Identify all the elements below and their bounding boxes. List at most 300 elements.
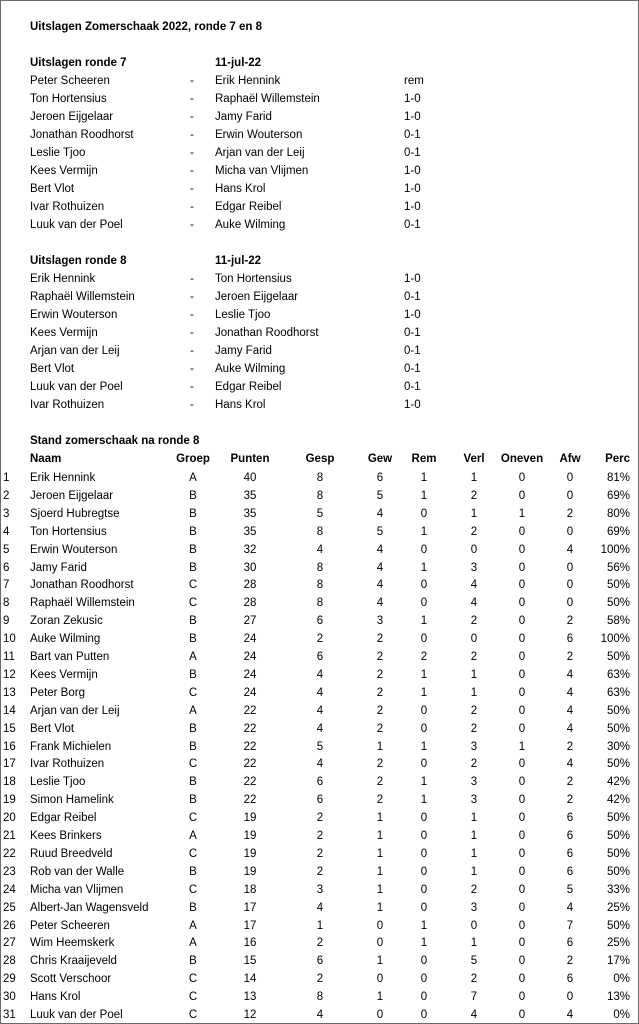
table-cell-groep: C — [188, 579, 198, 591]
table-cell-gesp: 5 — [316, 741, 324, 753]
table-cell-gew: 1 — [376, 991, 384, 1003]
table-cell-verl: 4 — [470, 579, 478, 591]
column-header-gesp: Gesp — [305, 453, 335, 465]
table-row-rank: 29 — [3, 973, 16, 985]
table-row-rank: 28 — [3, 955, 16, 967]
table-cell-verl: 3 — [470, 794, 478, 806]
table-cell-punten: 17 — [243, 902, 257, 914]
round7-game-white: Bert Vlot — [30, 183, 75, 195]
table-cell-gesp: 8 — [316, 562, 324, 574]
round8-game-separator: - — [190, 345, 194, 357]
table-cell-oneven: 0 — [518, 633, 526, 645]
round7-game-result: rem — [404, 75, 424, 87]
table-cell-gesp: 8 — [316, 490, 324, 502]
table-cell-gew: 1 — [376, 848, 384, 860]
table-cell-verl: 1 — [470, 848, 478, 860]
table-cell-afw: 4 — [566, 669, 574, 681]
table-cell-rem: 0 — [420, 848, 428, 860]
table-row-rank: 4 — [3, 526, 10, 538]
table-cell-afw: 2 — [566, 955, 574, 967]
table-cell-verl: 0 — [470, 920, 478, 932]
table-cell-verl: 2 — [470, 973, 478, 985]
round7-game-separator: - — [190, 147, 194, 159]
table-cell-gew: 2 — [376, 723, 384, 735]
table-cell-verl: 4 — [470, 597, 478, 609]
table-row-rank: 21 — [3, 830, 16, 842]
table-cell-perc: 13% — [606, 991, 630, 1003]
table-cell-gew: 2 — [376, 705, 384, 717]
table-cell-punten: 28 — [243, 597, 257, 609]
table-row-rank: 8 — [3, 597, 10, 609]
table-cell-rem: 1 — [420, 937, 428, 949]
table-cell-oneven: 0 — [518, 597, 526, 609]
table-cell-oneven: 0 — [518, 562, 526, 574]
table-cell-oneven: 0 — [518, 920, 526, 932]
table-cell-afw: 6 — [566, 830, 574, 842]
table-cell-verl: 2 — [470, 723, 478, 735]
table-cell-verl: 1 — [470, 687, 478, 699]
table-cell-rem: 0 — [420, 544, 428, 556]
table-cell-perc: 50% — [606, 866, 630, 878]
round7-game-result: 1-0 — [404, 183, 421, 195]
table-cell-punten: 24 — [243, 669, 257, 681]
table-cell-rem: 1 — [420, 687, 428, 699]
table-cell-naam: Simon Hamelink — [30, 794, 114, 806]
table-cell-perc: 58% — [606, 615, 630, 627]
round7-game-result: 1-0 — [404, 165, 421, 177]
table-cell-perc: 69% — [606, 526, 630, 538]
table-cell-rem: 0 — [420, 1009, 428, 1021]
table-cell-punten: 22 — [243, 741, 257, 753]
table-cell-rem: 0 — [420, 830, 428, 842]
table-cell-oneven: 0 — [518, 884, 526, 896]
table-cell-punten: 15 — [243, 955, 257, 967]
round8-game-separator: - — [190, 363, 194, 375]
table-cell-naam: Edgar Reibel — [30, 812, 97, 824]
table-cell-afw: 4 — [566, 544, 574, 556]
round7-game-result: 1-0 — [404, 93, 421, 105]
table-cell-gesp: 2 — [316, 812, 324, 824]
table-cell-afw: 0 — [566, 490, 574, 502]
round8-game-black: Ton Hortensius — [215, 273, 292, 285]
table-row-rank: 30 — [3, 991, 16, 1003]
table-cell-punten: 22 — [243, 723, 257, 735]
round8-game-black: Jeroen Eijgelaar — [215, 291, 299, 303]
table-cell-verl: 2 — [470, 615, 478, 627]
table-cell-naam: Erik Hennink — [30, 472, 96, 484]
table-cell-oneven: 0 — [518, 902, 526, 914]
table-cell-gesp: 4 — [316, 544, 324, 556]
table-cell-perc: 50% — [606, 651, 630, 663]
table-cell-gew: 4 — [376, 562, 384, 574]
round8-game-separator: - — [190, 399, 194, 411]
round8-game-separator: - — [190, 381, 194, 393]
round7-game-black: Erwin Wouterson — [215, 129, 303, 141]
table-cell-gesp: 8 — [316, 472, 324, 484]
round8-game-result: 0-1 — [404, 327, 421, 339]
table-cell-perc: 30% — [606, 741, 630, 753]
table-cell-rem: 1 — [420, 920, 428, 932]
table-cell-rem: 0 — [420, 991, 428, 1003]
table-cell-naam: Peter Scheeren — [30, 920, 110, 932]
table-cell-oneven: 0 — [518, 526, 526, 538]
round7-game-result: 1-0 — [404, 201, 421, 213]
table-cell-gesp: 2 — [316, 973, 324, 985]
table-cell-perc: 50% — [606, 848, 630, 860]
table-cell-groep: A — [189, 920, 197, 932]
round7-game-black: Arjan van der Leij — [215, 147, 305, 159]
table-cell-naam: Leslie Tjoo — [30, 776, 86, 788]
column-header-perc: Perc — [605, 453, 630, 465]
round8-game-black: Edgar Reibel — [215, 381, 282, 393]
table-cell-naam: Erwin Wouterson — [30, 544, 118, 556]
table-row-rank: 24 — [3, 884, 16, 896]
table-row-rank: 6 — [3, 562, 10, 574]
table-cell-groep: B — [189, 633, 197, 645]
table-cell-perc: 25% — [606, 937, 630, 949]
table-cell-oneven: 0 — [518, 651, 526, 663]
table-cell-perc: 100% — [600, 544, 630, 556]
round8-game-result: 1-0 — [404, 399, 421, 411]
table-cell-perc: 63% — [606, 687, 630, 699]
table-cell-afw: 5 — [566, 884, 574, 896]
table-cell-rem: 1 — [420, 776, 428, 788]
table-cell-perc: 56% — [606, 562, 630, 574]
table-cell-naam: Auke Wilming — [30, 633, 101, 645]
table-cell-punten: 14 — [243, 973, 257, 985]
table-cell-punten: 28 — [243, 579, 257, 591]
table-cell-gesp: 2 — [316, 848, 324, 860]
round8-game-white: Bert Vlot — [30, 363, 75, 375]
table-row-rank: 19 — [3, 794, 16, 806]
table-row-rank: 23 — [3, 866, 16, 878]
table-cell-naam: Bert Vlot — [30, 723, 75, 735]
table-cell-gew: 1 — [376, 741, 384, 753]
table-cell-perc: 17% — [606, 955, 630, 967]
table-cell-punten: 19 — [243, 830, 257, 842]
table-cell-rem: 1 — [420, 794, 428, 806]
table-cell-groep: B — [189, 723, 197, 735]
table-cell-rem: 1 — [420, 490, 428, 502]
table-row-rank: 20 — [3, 812, 16, 824]
table-cell-verl: 3 — [470, 741, 478, 753]
table-cell-gew: 0 — [376, 1009, 384, 1021]
table-cell-groep: C — [188, 848, 198, 860]
table-cell-verl: 1 — [470, 812, 478, 824]
table-row-rank: 14 — [3, 705, 16, 717]
table-cell-afw: 7 — [566, 920, 574, 932]
table-cell-groep: A — [189, 830, 197, 842]
round8-game-separator: - — [190, 273, 194, 285]
table-cell-perc: 50% — [606, 705, 630, 717]
table-cell-gew: 4 — [376, 597, 384, 609]
table-cell-gesp: 6 — [316, 955, 324, 967]
table-cell-verl: 3 — [470, 902, 478, 914]
table-row-rank: 12 — [3, 669, 16, 681]
table-cell-gew: 5 — [376, 526, 384, 538]
table-cell-verl: 1 — [470, 508, 478, 520]
table-cell-verl: 3 — [470, 776, 478, 788]
table-cell-afw: 6 — [566, 633, 574, 645]
table-cell-rem: 0 — [420, 884, 428, 896]
table-cell-rem: 0 — [420, 597, 428, 609]
page-title: Uitslagen Zomerschaak 2022, ronde 7 en 8 — [30, 21, 263, 33]
table-cell-oneven: 0 — [518, 758, 526, 770]
table-cell-punten: 24 — [243, 687, 257, 699]
table-cell-gew: 2 — [376, 794, 384, 806]
round8-game-black: Jamy Farid — [215, 345, 272, 357]
table-cell-perc: 69% — [606, 490, 630, 502]
table-row-rank: 31 — [3, 1009, 16, 1021]
table-cell-rem: 2 — [420, 651, 428, 663]
table-cell-groep: C — [188, 973, 198, 985]
table-cell-afw: 2 — [566, 508, 574, 520]
round8-game-white: Arjan van der Leij — [30, 345, 120, 357]
round8-game-white: Kees Vermijn — [30, 327, 98, 339]
table-cell-verl: 2 — [470, 758, 478, 770]
table-cell-groep: B — [189, 490, 197, 502]
table-cell-verl: 3 — [470, 562, 478, 574]
table-cell-oneven: 0 — [518, 615, 526, 627]
table-cell-punten: 17 — [243, 920, 257, 932]
table-cell-punten: 35 — [243, 490, 257, 502]
table-row-rank: 1 — [3, 472, 10, 484]
column-header-afw: Afw — [559, 453, 581, 465]
table-cell-gesp: 4 — [316, 758, 324, 770]
table-cell-rem: 0 — [420, 705, 428, 717]
table-row-rank: 27 — [3, 937, 16, 949]
table-cell-punten: 16 — [243, 937, 257, 949]
round8-game-separator: - — [190, 327, 194, 339]
table-cell-oneven: 0 — [518, 848, 526, 860]
table-cell-groep: B — [189, 615, 197, 627]
table-cell-gesp: 6 — [316, 794, 324, 806]
table-cell-verl: 1 — [470, 472, 478, 484]
table-cell-rem: 0 — [420, 866, 428, 878]
table-cell-afw: 2 — [566, 776, 574, 788]
table-cell-oneven: 0 — [518, 723, 526, 735]
table-cell-afw: 6 — [566, 973, 574, 985]
table-cell-afw: 0 — [566, 472, 574, 484]
table-cell-groep: B — [189, 669, 197, 681]
table-cell-naam: Rob van der Walle — [30, 866, 125, 878]
table-cell-rem: 1 — [420, 741, 428, 753]
table-row-rank: 7 — [3, 579, 10, 591]
table-cell-afw: 6 — [566, 937, 574, 949]
table-cell-afw: 0 — [566, 991, 574, 1003]
table-cell-rem: 0 — [420, 579, 428, 591]
table-cell-groep: C — [188, 687, 198, 699]
table-cell-rem: 1 — [420, 615, 428, 627]
table-cell-groep: C — [188, 884, 198, 896]
table-cell-punten: 22 — [243, 758, 257, 770]
table-cell-perc: 50% — [606, 830, 630, 842]
table-cell-groep: C — [188, 812, 198, 824]
table-cell-punten: 18 — [243, 884, 257, 896]
table-row-rank: 9 — [3, 615, 10, 627]
table-cell-gew: 0 — [376, 937, 384, 949]
round7-date: 11-jul-22 — [215, 57, 262, 69]
table-cell-naam: Hans Krol — [30, 991, 81, 1003]
table-cell-groep: B — [189, 741, 197, 753]
table-cell-gew: 6 — [376, 472, 384, 484]
table-row-rank: 15 — [3, 723, 16, 735]
table-cell-naam: Kees Brinkers — [30, 830, 102, 842]
table-cell-groep: B — [189, 955, 197, 967]
table-cell-naam: Wim Heemskerk — [30, 937, 115, 949]
table-cell-naam: Jeroen Eijgelaar — [30, 490, 114, 502]
table-cell-gesp: 4 — [316, 1009, 324, 1021]
table-cell-perc: 80% — [606, 508, 630, 520]
round7-game-separator: - — [190, 165, 194, 177]
table-cell-gesp: 6 — [316, 651, 324, 663]
round8-game-white: Raphaël Willemstein — [30, 291, 135, 303]
table-cell-gew: 2 — [376, 776, 384, 788]
table-cell-perc: 42% — [606, 794, 630, 806]
table-cell-verl: 5 — [470, 955, 478, 967]
table-cell-verl: 2 — [470, 705, 478, 717]
table-row-rank: 16 — [3, 741, 16, 753]
table-cell-perc: 0% — [613, 973, 630, 985]
table-cell-rem: 0 — [420, 955, 428, 967]
table-cell-gew: 1 — [376, 812, 384, 824]
round7-game-separator: - — [190, 93, 194, 105]
table-cell-naam: Peter Borg — [30, 687, 85, 699]
table-cell-oneven: 1 — [518, 508, 526, 520]
table-row-rank: 3 — [3, 508, 10, 520]
table-cell-oneven: 0 — [518, 544, 526, 556]
table-cell-perc: 50% — [606, 597, 630, 609]
table-cell-naam: Arjan van der Leij — [30, 705, 120, 717]
table-cell-afw: 6 — [566, 812, 574, 824]
table-cell-perc: 42% — [606, 776, 630, 788]
table-cell-groep: B — [189, 562, 197, 574]
table-cell-verl: 2 — [470, 884, 478, 896]
table-cell-oneven: 0 — [518, 955, 526, 967]
table-row-rank: 13 — [3, 687, 16, 699]
table-cell-perc: 63% — [606, 669, 630, 681]
table-row-rank: 5 — [3, 544, 10, 556]
table-cell-afw: 4 — [566, 758, 574, 770]
table-cell-groep: B — [189, 794, 197, 806]
round7-heading: Uitslagen ronde 7 — [30, 57, 127, 69]
table-cell-gew: 2 — [376, 758, 384, 770]
round7-game-separator: - — [190, 129, 194, 141]
column-header-naam: Naam — [30, 453, 62, 465]
table-cell-verl: 7 — [470, 991, 478, 1003]
table-cell-afw: 4 — [566, 705, 574, 717]
table-cell-naam: Albert-Jan Wagensveld — [30, 902, 149, 914]
table-row-rank: 22 — [3, 848, 16, 860]
table-cell-naam: Ton Hortensius — [30, 526, 107, 538]
column-header-groep: Groep — [176, 453, 210, 465]
table-cell-gesp: 2 — [316, 830, 324, 842]
table-cell-punten: 19 — [243, 848, 257, 860]
table-cell-punten: 13 — [243, 991, 257, 1003]
table-cell-punten: 19 — [243, 866, 257, 878]
table-cell-punten: 40 — [243, 472, 257, 484]
table-cell-oneven: 1 — [518, 741, 526, 753]
table-cell-afw: 2 — [566, 794, 574, 806]
table-cell-rem: 1 — [420, 562, 428, 574]
table-cell-afw: 2 — [566, 741, 574, 753]
table-cell-punten: 27 — [243, 615, 257, 627]
table-cell-groep: B — [189, 866, 197, 878]
table-cell-verl: 0 — [470, 544, 478, 556]
table-cell-oneven: 0 — [518, 973, 526, 985]
table-cell-afw: 4 — [566, 1009, 574, 1021]
table-cell-groep: B — [189, 508, 197, 520]
round7-game-result: 1-0 — [404, 111, 421, 123]
table-cell-oneven: 0 — [518, 794, 526, 806]
table-cell-punten: 24 — [243, 651, 257, 663]
round8-game-result: 0-1 — [404, 291, 421, 303]
table-cell-groep: C — [188, 1009, 198, 1021]
column-header-rem: Rem — [411, 453, 437, 465]
table-cell-afw: 6 — [566, 866, 574, 878]
table-cell-rem: 0 — [420, 812, 428, 824]
table-cell-naam: Jamy Farid — [30, 562, 87, 574]
table-cell-afw: 0 — [566, 579, 574, 591]
table-cell-gesp: 4 — [316, 902, 324, 914]
table-cell-gesp: 8 — [316, 579, 324, 591]
table-cell-afw: 2 — [566, 615, 574, 627]
table-row-rank: 18 — [3, 776, 16, 788]
table-cell-perc: 50% — [606, 758, 630, 770]
table-cell-perc: 50% — [606, 920, 630, 932]
column-header-punten: Punten — [230, 453, 270, 465]
table-cell-punten: 35 — [243, 526, 257, 538]
table-cell-gesp: 4 — [316, 669, 324, 681]
table-cell-gesp: 6 — [316, 615, 324, 627]
round8-game-black: Auke Wilming — [215, 363, 286, 375]
table-cell-naam: Sjoerd Hubregtse — [30, 508, 120, 520]
table-cell-perc: 50% — [606, 579, 630, 591]
round7-game-black: Raphaël Willemstein — [215, 93, 320, 105]
table-cell-oneven: 0 — [518, 1009, 526, 1021]
table-cell-gesp: 5 — [316, 508, 324, 520]
table-row-rank: 26 — [3, 920, 16, 932]
round8-game-black: Jonathan Roodhorst — [215, 327, 319, 339]
table-cell-punten: 22 — [243, 705, 257, 717]
table-cell-naam: Bart van Putten — [30, 651, 110, 663]
table-cell-oneven: 0 — [518, 812, 526, 824]
round7-game-white: Peter Scheeren — [30, 75, 110, 87]
table-cell-gew: 5 — [376, 490, 384, 502]
table-cell-gew: 1 — [376, 884, 384, 896]
round8-game-white: Luuk van der Poel — [30, 381, 123, 393]
table-cell-gesp: 8 — [316, 597, 324, 609]
table-cell-gesp: 4 — [316, 705, 324, 717]
table-cell-gew: 2 — [376, 651, 384, 663]
table-cell-groep: B — [189, 544, 197, 556]
table-cell-rem: 0 — [420, 723, 428, 735]
round7-game-separator: - — [190, 183, 194, 195]
table-cell-punten: 30 — [243, 562, 257, 574]
table-cell-afw: 0 — [566, 597, 574, 609]
table-cell-gesp: 2 — [316, 866, 324, 878]
round8-game-black: Leslie Tjoo — [215, 309, 271, 321]
table-cell-groep: B — [189, 776, 197, 788]
table-cell-groep: A — [189, 705, 197, 717]
table-cell-rem: 1 — [420, 472, 428, 484]
round7-game-white: Luuk van der Poel — [30, 219, 123, 231]
table-cell-gew: 4 — [376, 508, 384, 520]
table-cell-naam: Kees Vermijn — [30, 669, 98, 681]
table-cell-punten: 35 — [243, 508, 257, 520]
table-cell-perc: 50% — [606, 812, 630, 824]
round7-game-result: 0-1 — [404, 129, 421, 141]
